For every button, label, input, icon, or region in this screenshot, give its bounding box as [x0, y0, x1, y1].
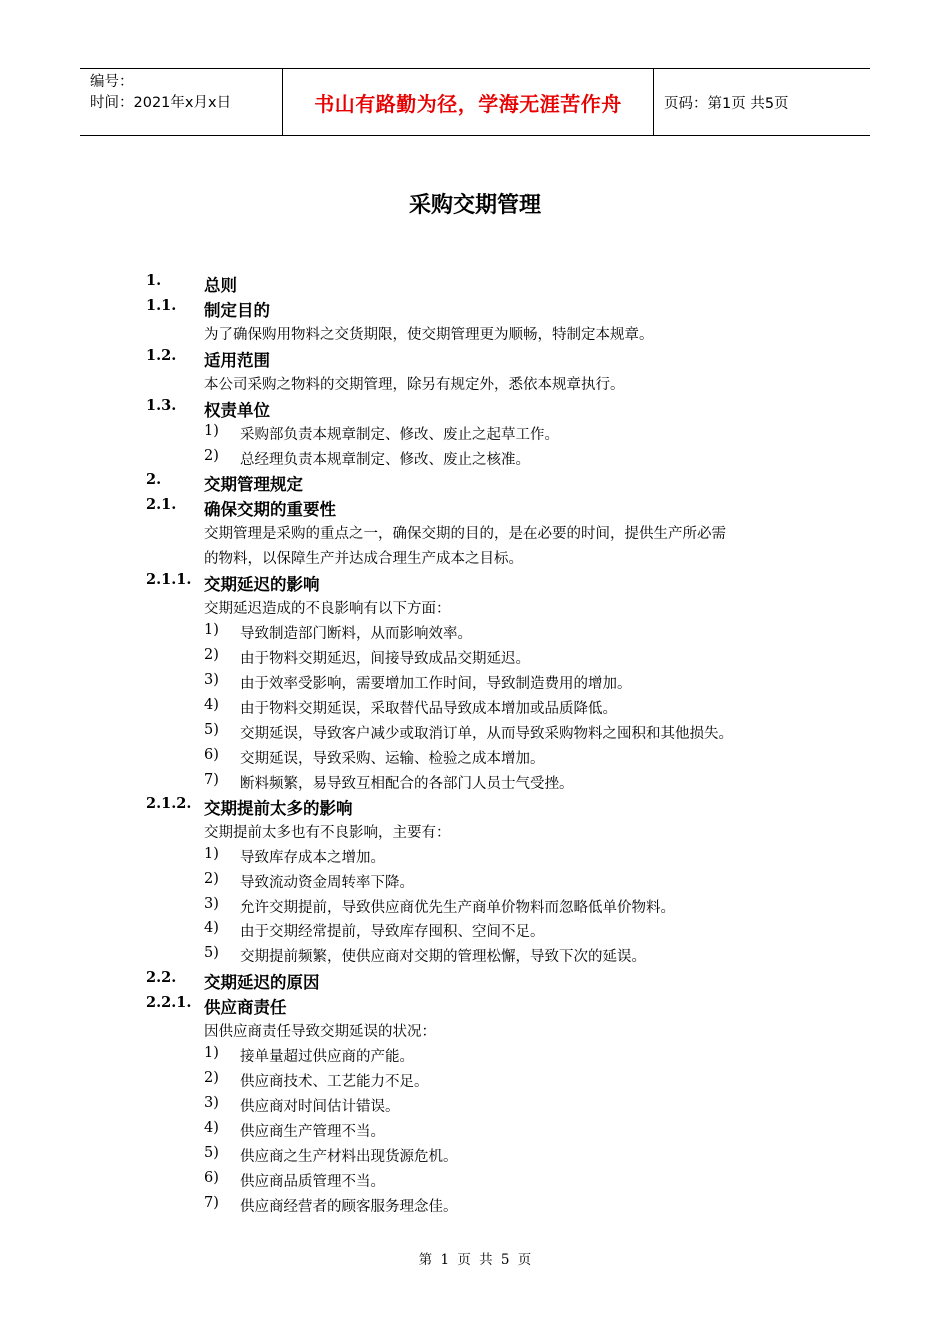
- section-title: 权责单位: [204, 401, 270, 420]
- list-text: 允许交期提前，导致供应商优先生产商单价物料而忽略低单价物料。: [240, 900, 675, 916]
- list-number: 3): [204, 1095, 219, 1111]
- list-number: 1): [204, 622, 219, 638]
- header-motto-cell: [282, 69, 654, 135]
- section-title: 交期延迟的影响: [204, 575, 320, 594]
- section-title: 适用范围: [204, 351, 270, 370]
- paragraph: 交期延迟造成的不良影响有以下方面：: [204, 601, 451, 617]
- list-number: 7): [204, 772, 219, 788]
- list-number: 3): [204, 672, 219, 688]
- list-number: 1): [204, 1045, 219, 1061]
- list-text: 导致流动资金周转率下降。: [240, 875, 414, 891]
- list-number: 2): [204, 871, 219, 887]
- list-text: 供应商品质管理不当。: [240, 1174, 385, 1190]
- list-text: 供应商技术、工艺能力不足。: [240, 1074, 429, 1090]
- list-text: 供应商之生产材料出现货源危机。: [240, 1149, 458, 1165]
- list-number: 2): [204, 647, 219, 663]
- page-footer: 第 1 页 共 5 页: [418, 1252, 532, 1268]
- time-label: 时间：2021年x月x日: [90, 95, 232, 111]
- list-text: 导致库存成本之增加。: [240, 850, 385, 866]
- list-text: 供应商对时间估计错误。: [240, 1099, 400, 1115]
- section-number: 1.2.: [146, 347, 177, 364]
- paragraph: 为了确保购用物料之交货期限，使交期管理更为顺畅，特制定本规章。: [204, 327, 654, 343]
- section-number: 1.1.: [146, 297, 177, 314]
- list-text: 交期提前频繁，使供应商对交期的管理松懈，导致下次的延误。: [240, 949, 646, 965]
- section-title: 制定目的: [204, 301, 270, 320]
- list-number: 4): [204, 697, 219, 713]
- list-number: 1): [204, 423, 219, 439]
- list-number: 6): [204, 747, 219, 763]
- list-text: 导致制造部门断料，从而影响效率。: [240, 626, 472, 642]
- section-number: 2.1.1.: [146, 571, 192, 588]
- list-text: 采购部负责本规章制定、修改、废止之起草工作。: [240, 427, 559, 443]
- paragraph: 交期提前太多也有不良影响，主要有：: [204, 825, 451, 841]
- list-text: 总经理负责本规章制定、修改、废止之核准。: [240, 452, 530, 468]
- section-number: 1.3.: [146, 397, 177, 414]
- paragraph: 本公司采购之物料的交期管理，除另有规定外，悉依本规章执行。: [204, 377, 625, 393]
- list-text: 交期延误，导致客户减少或取消订单，从而导致采购物料之囤积和其他损失。: [240, 726, 733, 742]
- number-label: 编号：: [90, 74, 134, 90]
- header-page-cell: [654, 69, 870, 135]
- paragraph: 交期管理是采购的重点之一，确保交期的目的，是在必要的时间，提供生产所必需: [204, 526, 726, 542]
- list-text: 断料频繁，易导致互相配合的各部门人员士气受挫。: [240, 776, 574, 792]
- paragraph: 的物料，以保障生产并达成合理生产成本之目标。: [204, 551, 523, 567]
- list-number: 5): [204, 1145, 219, 1161]
- list-text: 供应商经营者的顾客服务理念佳。: [240, 1199, 458, 1215]
- section-title: 确保交期的重要性: [204, 500, 336, 519]
- list-number: 2): [204, 448, 219, 464]
- list-number: 5): [204, 945, 219, 961]
- list-number: 4): [204, 1120, 219, 1136]
- section-title: 总则: [204, 276, 237, 295]
- list-number: 1): [204, 846, 219, 862]
- paragraph: 因供应商责任导致交期延误的状况：: [204, 1024, 436, 1040]
- section-number: 2.1.: [146, 496, 177, 513]
- list-number: 2): [204, 1070, 219, 1086]
- list-text: 由于物料交期延误，采取替代品导致成本增加或品质降低。: [240, 701, 617, 717]
- list-number: 4): [204, 920, 219, 936]
- list-text: 由于交期经常提前，导致库存囤积、空间不足。: [240, 924, 545, 940]
- section-number: 2.: [146, 471, 162, 488]
- section-number: 2.2.: [146, 969, 177, 986]
- list-text: 接单量超过供应商的产能。: [240, 1049, 414, 1065]
- section-number: 1.: [146, 272, 162, 289]
- list-number: 7): [204, 1195, 219, 1211]
- list-number: 3): [204, 896, 219, 912]
- section-number: 2.1.2.: [146, 795, 192, 812]
- list-text: 供应商生产管理不当。: [240, 1124, 385, 1140]
- document-header: [80, 68, 870, 136]
- list-text: 由于效率受影响，需要增加工作时间，导致制造费用的增加。: [240, 676, 632, 692]
- section-title: 供应商责任: [204, 998, 287, 1017]
- section-title: 交期提前太多的影响: [204, 799, 353, 818]
- motto: 书山有路勤为径，学海无涯苦作舟: [314, 91, 622, 116]
- list-text: 交期延误，导致采购、运输、检验之成本增加。: [240, 751, 545, 767]
- list-text: 由于物料交期延迟，间接导致成品交期延迟。: [240, 651, 530, 667]
- page-label: 页码：第1页 共5页: [664, 95, 789, 112]
- list-number: 6): [204, 1170, 219, 1186]
- section-title: 交期管理规定: [204, 475, 303, 494]
- section-title: 交期延迟的原因: [204, 973, 320, 992]
- section-number: 2.2.1.: [146, 994, 192, 1011]
- list-number: 5): [204, 722, 219, 738]
- header-meta: [80, 69, 282, 135]
- page-title: 采购交期管理: [408, 193, 541, 218]
